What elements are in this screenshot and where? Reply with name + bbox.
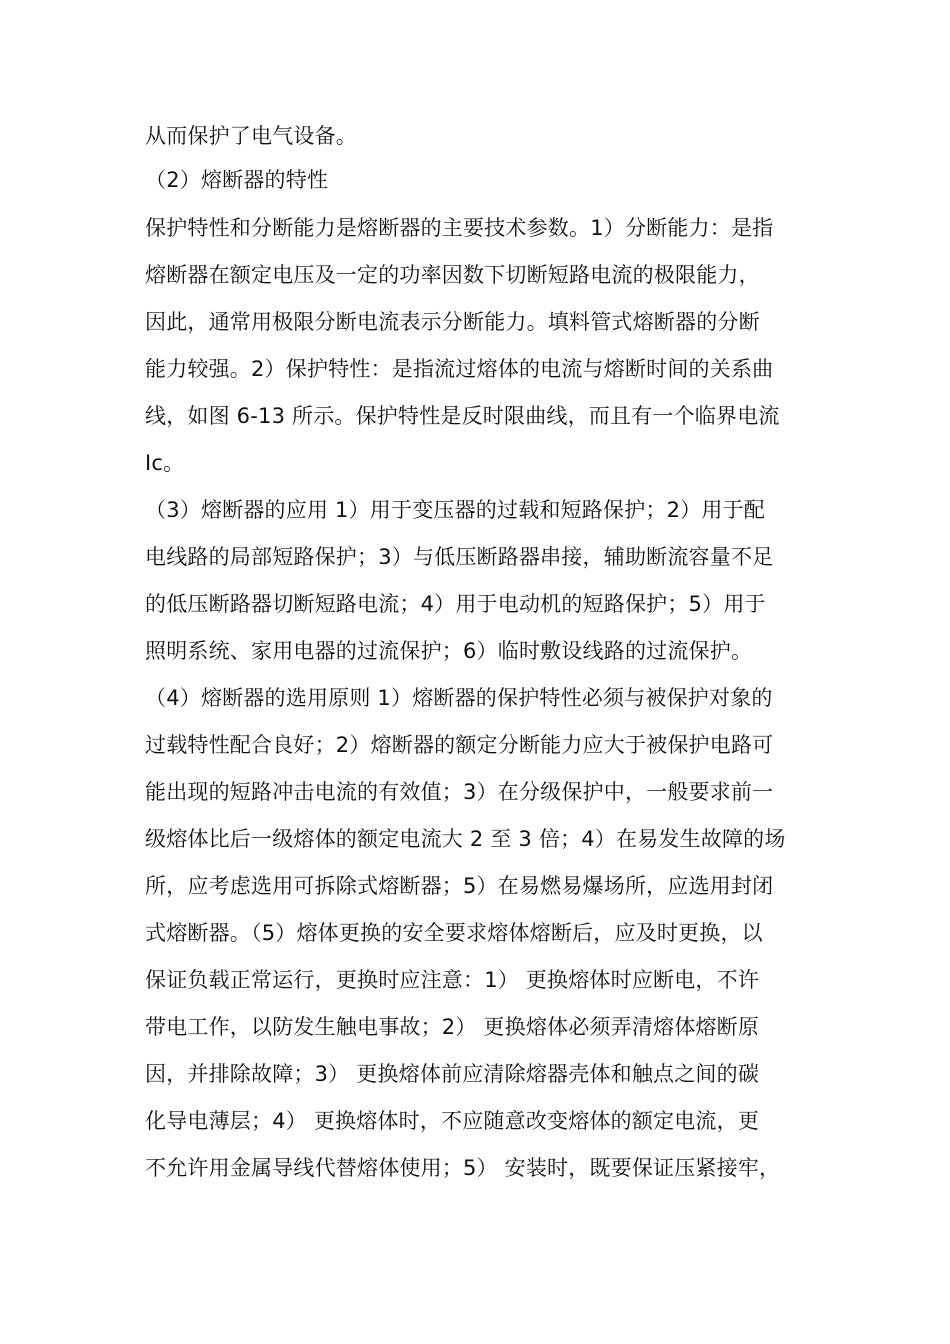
text-line: 式熔断器。（5）熔体更换的安全要求熔体熔断后，应及时更换，以 (145, 921, 763, 945)
text-line: 从而保护了电气设备。 (145, 124, 357, 148)
text-line: 保护特性和分断能力是熔断器的主要技术参数。1）分断能力：是指 (145, 216, 774, 240)
text-line: 能力较强。2）保护特性：是指流过熔体的电流与熔断时间的关系曲 (145, 357, 774, 381)
text-line: 照明系统、家用电器的过流保护；6）临时敷设线路的过流保护。 (145, 639, 753, 663)
text-line: 能出现的短路冲击电流的有效值；3）在分级保护中，一般要求前一 (145, 780, 774, 804)
text-line: 因，并排除故障；3） 更换熔体前应清除熔器壳体和触点之间的碳 (145, 1062, 760, 1086)
text-line: 化导电薄层；4） 更换熔体时，不应随意改变熔体的额定电流，更 (145, 1109, 760, 1133)
text-line: （3）熔断器的应用 1）用于变压器的过载和短路保护；2）用于配 (145, 498, 765, 522)
text-line: 电线路的局部短路保护；3）与低压断路器串接，辅助断流容量不足 (145, 545, 774, 569)
text-line: 保证负载正常运行，更换时应注意：1） 更换熔体时应断电，不许 (145, 968, 760, 992)
text-line: 的低压断路器切断短路电流；4）用于电动机的短路保护；5）用于 (145, 592, 766, 616)
text-line: 带电工作，以防发生触电事故；2） 更换熔体必须弄清熔体熔断原 (145, 1015, 760, 1039)
text-line: 线，如图 6-13 所示。保护特性是反时限曲线，而且有一个临界电流 (145, 404, 780, 428)
text-line: 熔断器在额定电压及一定的功率因数下切断短路电流的极限能力， (145, 263, 760, 287)
text-line: 所，应考虑选用可拆除式熔断器；5）在易燃易爆场所，应选用封闭 (145, 874, 774, 898)
text-line: 因此，通常用极限分断电流表示分断能力。填料管式熔断器的分断 (145, 310, 760, 334)
text-line: Ic。 (145, 451, 185, 475)
text-line: 不允许用金属导线代替熔体使用；5） 安装时，既要保证压紧接牢， (145, 1156, 781, 1180)
text-line: 过载特性配合良好；2）熔断器的额定分断能力应大于被保护电路可 (145, 733, 774, 757)
text-line: 级熔体比后一级熔体的额定电流大 2 至 3 倍；4）在易发生故障的场 (145, 827, 786, 851)
text-line: （4）熔断器的选用原则 1）熔断器的保护特性必须与被保护对象的 (145, 686, 773, 710)
section-heading: （2）熔断器的特性 (145, 168, 329, 192)
